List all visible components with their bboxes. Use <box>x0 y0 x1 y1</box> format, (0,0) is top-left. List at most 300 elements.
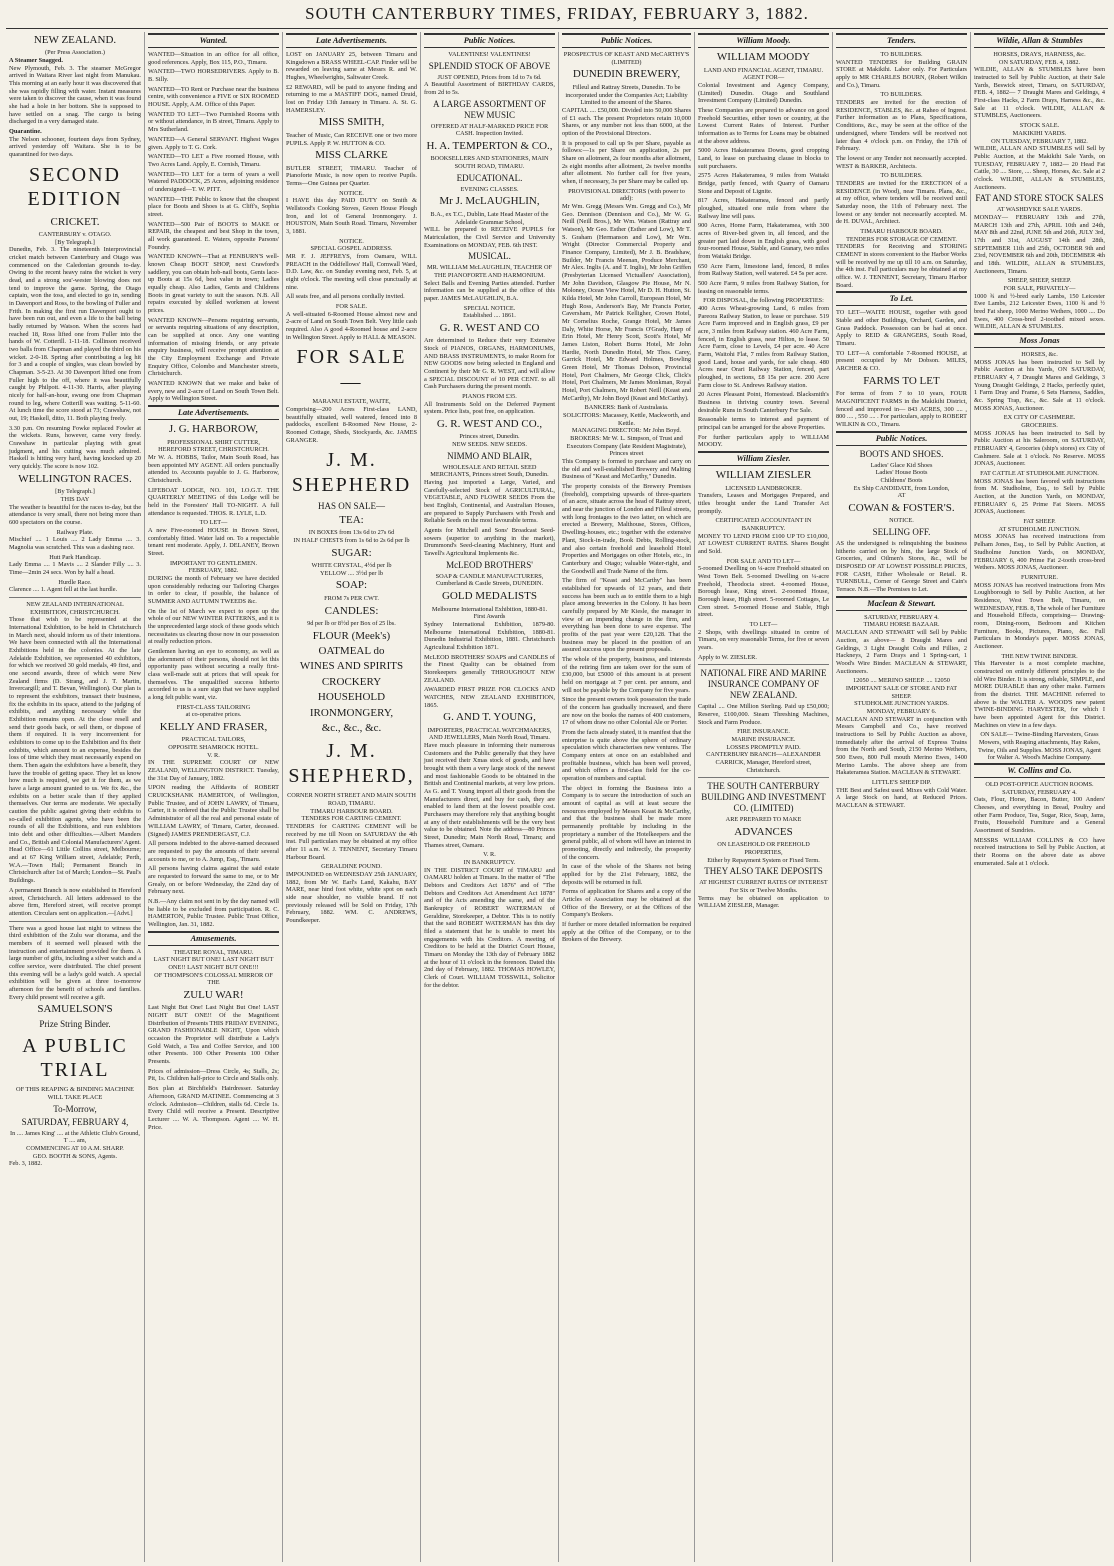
paragraph: For terms of from 7 to 10 years, FOUR MAGNIFICENT FARMS in the Makikihi District, fenced and improved in— 843 ACRES, 300 .... , 800 .... , 550 .... . For particulars, apply to ROBERT WILKIN & CO., Timaru. <box>836 390 967 428</box>
divider <box>9 921 141 922</box>
paragraph: Terms may be obtained on application to WILLIAM ZIESLER, Manager. <box>698 894 829 910</box>
paragraph: WANTED—TO LET a Five roomed House, with Two Acres Land. Apply, E. Cornish, Timaru. <box>148 153 279 168</box>
paragraph: Mischief .... 1 Louis .... 2 Lady Emma .... 3. Magnolia was scratched. This was a dashing race. <box>9 536 141 551</box>
paragraph: A new Five-roomed HOUSE in Brown Street, comfortably fitted. Water laid on. To a respectable tenant rent moderate. Apply, J. DELANEY, Brown Street. <box>148 526 279 557</box>
paragraph: Have much pleasure in informing their numerous Customers and the Public generally that they have just received their Xmas stock of goods, and have brought with them a very large stock of the newest and most fashionable Goods to be obtained in the British and Continental markets, at very low prices. As G. and T. Young import all their goods from the Manufacturers direct, and buy for cash, they are enabled to land them at the lowest possible cost. Purchasers may therefore rely that anything bought at any of their establishments will be the very best value to be obtained. Note the address—80 Princes Street, Dunedin; Main North Road, Timaru; and Thames street, Oamaru. <box>424 741 555 849</box>
paragraph: Mr W. A. HOBBS, Tailor, Main South Road, has been appointed MY AGENT. All orders punctually attended to. Accounts payable to J. G. Harborow, Christchurch. <box>148 453 279 484</box>
paragraph: 3.30 p.m. On resuming Fowke replaced Fowler at the wickets. Runs, however, came very freely. Crawshaw in particular playing with great judgment, and his cutting was much admired. Haskell is hitting very hard, having knocked up 20 very quickly. The score is now 102. <box>9 424 141 471</box>
paragraph: Forms of application for Shares and a copy of the Articles of Association may be obtained at the Office of the Brewery, or at the Offices of the Company's Brokers. <box>562 888 691 919</box>
paragraph: The lowest or any Tender not necessarily accepted. WEST & BARKER, Architects. <box>836 154 967 170</box>
paragraph: MONDAY— FEBRUARY 13th and 27th, MARCH 13th and 27th, APRIL 10th and 24th, MAY 8th and 22nd, JUNE 5th and 26th, JULY 3rd, 17th and 31st, AUGUST 14th and 28th, SEPTEMBER 11th and 25th, OCTOBER 9th and 23rd, NOVEMBER 6th and 20th, DECEMBER 4th and 18th. WILDIE, ALLAN & STUMBLES, Auctioneers, Timaru. <box>974 213 1105 275</box>
headline: IRONMONGERY, <box>309 706 394 719</box>
subheading: THE SOUTH CANTERBURY BUILDING AND INVESTMENT CO. (LIMITED) <box>701 781 826 814</box>
column-3 <box>282 32 420 1562</box>
divider <box>9 597 141 598</box>
centered-line: IMPORTANT TO GENTLEMEN. <box>169 559 258 567</box>
paragraph: WILL be prepared to RECEIVE PUPILS for Matriculation, the Civil Service and University Examinations on MONDAY, FEB. 6th INST. <box>424 226 555 249</box>
paragraph: WILDIE, ALLAN AND STUMBLES will Sell by Public Auction, at the Makikihi Sale Yards, on TUESDAY, FEBRUARY 7, 1882— 20 Head Fat Cattle, 30 .... Store, .... Sheep, Horses, &c. Sale at 2 o'clock. WILDIE, ALLAN & STUMBLES, Auctioneers. <box>974 145 1105 191</box>
headline: CROCKERY <box>321 675 382 688</box>
subheading: EDUCATIONAL. <box>456 172 523 183</box>
section-heading: Public Notices. <box>424 33 555 48</box>
paragraph: Transfers, Leases and Mortgages Prepared, and titles brought under the Land Transfer Act promptly. <box>698 492 829 515</box>
centered-line: PROVISIONAL DIRECTORS (with power to add): <box>568 187 685 203</box>
centered-line: [By Telegraph.] <box>55 488 95 496</box>
centered-line: ARE PREPARED TO MAKE <box>725 816 802 824</box>
centered-line: OLD POST-OFFICE AUCTION ROOMS. <box>985 781 1094 789</box>
centered-line: First Awards <box>473 613 506 621</box>
divider <box>698 777 829 778</box>
paragraph: IN THE DISTRICT COURT of TIMARU and OAMARU holden at Timaru. In the matter of "The Debtors and Creditors Act 1876" and of "The Debtors and Creditors Act Amendment Act 1878" and of the Acts amending the same, and of the Bankruptcy of ROBERT WATERMAN of Geraldine, Storekeeper, a Debtor. This is to notify that the said ROBERT WATERMAN has this day filed a statement that he is unable to meet his engagements with his Creditors. A meeting of Creditors to be held at the District Court House, Timaru on Monday the 13th day of February 1882 at the hour of 11 o'clock in the forenoon. Dated this 2nd day of February, 1882. THOMAS HOWLEY, Clerk of Court. WILLIAM TOSSWILL, Solicitor for the debtor. <box>424 866 555 989</box>
centered-line: ON TUESDAY, FEBRUARY 7, 1882. <box>991 137 1088 145</box>
centered-line: JUST OPENED, Prices from 1d to 7s 6d. <box>437 73 542 81</box>
centered-line: SPECIAL NOTICE. <box>463 304 516 312</box>
centered-line: PROSPECTUS OF KEAST AND McCARTHY'S (LIMITED) <box>563 51 690 66</box>
paragraph: WANTED—THE Public to know that the cheapest place for Boots and Shoes is at G. Cliff's, Sophia street. <box>148 195 279 218</box>
paragraph: LIFEBOAT LODGE, NO. 101, I.O.G.T. THE QUARTERLY MEETING of this Lodge will be held in the Foresters' Hall TO-NIGHT. A full attendance is requested. THOS. R. LYLE, L.D. <box>148 486 279 517</box>
centered-line: FAT SHEEP. <box>1023 518 1056 526</box>
paragraph: TENDERS for Receiving and STORING CEMENT in stores convenient to the Harbor Works will be received by me up till 10 a.m. on Saturday, the 4th inst. Full particulars may be obtained at my office. W. J. TENNENT, Secretary, Timaru Harbor Board. <box>836 243 967 289</box>
display-headline: A PUBLIC TRIAL <box>22 1034 128 1081</box>
news-heading: A Steamer Snagged. <box>9 57 63 65</box>
paragraph: Capital .... One Million Sterling. Paid up £50,000; Reserve, £100,000. Steam Threshing Machines, Stock and Farm Produce. <box>698 703 829 726</box>
paragraph: These Companies are prepared to advance on good Freehold Securities, either town or country, at the Lowest Current Rates of Interest. Further information as to Terms for Loans may be obtained at the above address. <box>698 106 829 145</box>
paragraph: LOST on JANUARY 25, between Timaru and Kingsdown a BRASS WHEEL-CAP. Finder will be rewarded on leaving same at Messrs R. and W. Hughes, Wheelwrights, Saltwater Creek. <box>286 51 417 82</box>
centered-line: NOTICE. <box>339 237 364 245</box>
subheading: SATURDAY, FEBRUARY 4, <box>21 1116 129 1127</box>
centered-line: FIRST-CLASS TAILORING <box>176 703 251 711</box>
paragraph: N.B.—Any claim not sent in by the day named will be liable to be excluded from participation. R. C. HAMERTON, Public Trustee. Public Trust Office, Wellington, Jan. 31, 1882. <box>148 897 279 928</box>
paragraph: On the 1st of March we expect to open up the whole of our NEW WINTER PATTERNS, and it is the unprecedented large stock of these goods which necessitates us clearing those now in our possession at really reduction prices. <box>148 607 279 646</box>
paragraph: WANTED—Situation in an office for all office, good references. Apply, Box 115, P.O., Timaru. <box>148 51 279 66</box>
paragraph: AS the undersigned is relinquishing the business hitherto carried on by him, the large Stock of Groceries, and Oilmen's Stores, &c., will be DISPOSED OF AT LOWEST POSSIBLE PRICES, FOR CASH, Either Wholesale or Retail. R. TURNBULL, Corner of George Street and Cain's Terrace. N.B.—The Premises to Let. <box>836 540 967 594</box>
headline: SOAP: <box>335 579 368 592</box>
centered-line: TO LET— <box>749 621 778 629</box>
paragraph: TO LET—A comfortable 7-Roomed HOUSE, at present occupied by Mr Dobson. MILES, ARCHER & CO. <box>836 349 967 373</box>
paragraph: All seats free, and all persons cordially invited. <box>286 293 405 301</box>
centered-line: MR. WILLIAM McLAUGHLIN, TEACHER OF THE PIANOFORTE AND HARMONIUM. <box>427 264 552 279</box>
headline: NEW ZEALAND. <box>33 34 117 46</box>
centered-line: 9d per lb or 8½d per Box of 25 lbs. <box>307 619 396 627</box>
paragraph: WANTED KNOWN—That at FENBURN'S well-known Cheap BOOT SHOP, next Crawford's saddlery, you can obtain hob-nail boots, Gents lace-up Boots at 15s 6d, best value in town; Ladies equally cheap. Also Ladies, Gents and Childrens Boots in great variety to suit the season. N.B. All repairs executed by skilled workmen at lowest prices. <box>148 253 279 314</box>
centered-line: Railway Plate. <box>56 528 94 536</box>
paragraph: MOSS JONAS has received instructions from Mrs Loughborough to Sell by Public Auction, at her Residence, West Town Belt, Timaru, on WEDNESDAY, FEB. 8, The whole of her Furniture and Household Effects, comprising— Drawing-room, Dining-room, Bedroom and Kitchen Furniture, Books, Pictures, Piano, &c. Full Particulars in Monday's paper. MOSS JONAS, Auctioneer. <box>974 581 1105 650</box>
paragraph: 2 Shops, with dwellings situated in centre of Timaru, on very reasonable Terms, for five or seven years. <box>698 628 829 652</box>
centered-line: FURNITURE. <box>1021 573 1058 581</box>
centered-line: For Six or Twelve Months. <box>729 886 798 894</box>
column-8 <box>970 32 1108 1562</box>
centered-line: LOSSES PROMPTLY PAID. <box>726 743 801 751</box>
centered-line: GEO. BOOTH & SONS, Agents. <box>32 1152 118 1160</box>
subheading: THEY ALSO TAKE DEPOSITS <box>704 866 823 877</box>
paragraph: TENDERS are invited for the erection of RESIDENCE, STABLES, &c. at Raheo of Ingrest. Further information as to Plans, Specifications, Conditions, &c., may be seen at the office of the undersigned, where Tenders will be received not later than 4 o'clock p.m. on Friday, the 17th of February. <box>836 99 967 153</box>
paragraph: 5-roomed Dwelling on ¼-acre Freehold situated on West Town Belt. 5-roomed Dwelling on ¼-acre Freehold, Theodocia street. 4-roomed House, Borough lease, King street. 2-roomed House, Borough lease, High street. 5-roomed Cottages, Le Cren street. 5-roomed House and Stable, High street. <box>698 565 829 619</box>
centered-line: [By Telegraph.] <box>55 238 95 246</box>
paragraph: Select Balls and Evening Parties attended. Further information can be supplied at the office of this paper. JAMES McLAUGHLIN, B.A. <box>424 279 555 302</box>
paragraph: In case of the whole of the Shares not being applied for by the 21st February, 1882, the deposits will be returned in full. <box>562 863 691 886</box>
centered-line: CANTERBURY v. OTAGO. <box>38 231 112 238</box>
centered-line: THIS DAY <box>60 495 90 503</box>
centered-line: SPECIAL GOSPEL ADDRESS. <box>310 245 393 253</box>
masthead-rule <box>6 28 1108 29</box>
paragraph: For further particulars apply to WILLIAM MOODY. <box>698 433 829 449</box>
centered-line: Hurdle Race. <box>58 578 92 586</box>
paragraph: Apply to W. ZIESLER. <box>698 653 757 661</box>
paragraph: MOSS JONAS has been instructed to Sell by Public Auction at his Saleroom, on SATURDAY, FEBRUARY 4, Groceries (ship's stores) ex City of Cashmere. Sale at 1 o'clock. No Reserve. MOSS JONAS, Auctioneer. <box>974 429 1105 468</box>
centered-line: TENDERS FOR CARTING CEMENT. <box>301 815 402 823</box>
subheading: McLEOD BROTHERS' <box>446 559 533 570</box>
centered-line: HEREFORD STREET, CHRISTCHURCH. <box>158 446 269 454</box>
centered-line: HORSES, &c. <box>1021 351 1058 359</box>
paragraph: I HAVE this day PAID DUTY on Smith & Wellstood's Cooking Stoves, Green House Plough Iron, and lot of General Ironmongery. J. HOUSTON, Main South Road. Timaru, November 3, 1881. <box>286 197 417 236</box>
centered-line: ON SATURDAY, FEB. 4, 1882. <box>998 58 1081 66</box>
paragraph: 2575 Acres Hakateramea, 9 miles from Waitaki Bridge, partly fenced, with Quarry of Oamaru Stone and Deposit of Lignite. <box>698 172 829 195</box>
centered-line: NEW ZEALAND INTERNATIONAL EXHIBITION, CHRISTCHURCH. <box>26 600 124 616</box>
display-headline: SECOND EDITION <box>27 163 123 211</box>
centered-line: AGENT FOR— <box>742 74 785 82</box>
headline: ZULU WAR! <box>183 989 244 1002</box>
subheading: To-Morrow, <box>53 1103 97 1114</box>
centered-line: at co-operative prices. <box>185 711 242 719</box>
paragraph: The firm of "Keast and McCarthy" has been established for upwards of 12 years, and their success has been such as to entitle them to a high place among breweries in the Colony. It has been carefully prepared by Mr Kiesle, the manager in view of an impending change in the firm, and everything has been done to save expense. The profits of the past year were £20,128. That the business may be placed in the position of an assured success upon the present proposals. <box>562 577 691 654</box>
centered-line: MONDAY, FEBRUARY 6. <box>866 707 937 715</box>
centered-line: FIRE INSURANCE. <box>737 728 790 736</box>
paragraph: All Instruments Sold on the Deferred Payment system. Price lists, post free, on application. <box>424 400 555 416</box>
paragraph: WANTED TENDERS for Building GRAIN STORE at Makikihi. Labor only. For Particulars apply to MR CHARLES BOURN, (Robert Wilkin and Co.), Timaru. <box>836 58 967 89</box>
headline: G. R. WEST AND CO., <box>436 418 543 430</box>
headline: Mr J. McLAUGHLIN, <box>439 195 540 208</box>
paragraph: WANTED—500 Pair of BOOTS to MAKE or REPAIR, the cheapest and best Shop in the town, all work guaranteed. E. Waters, opposite Parsons' Foundry. <box>148 220 279 251</box>
headline: OATMEAL do <box>318 645 385 658</box>
centered-line: FOR SALE, PRIVATELY— <box>1003 284 1076 292</box>
paragraph: IN THE SUPREME COURT OF NEW ZEALAND, WELLINGTON DISTRICT. Tuesday, the 31st Day of January, 1882. <box>148 759 279 782</box>
paragraph: This Harvester is a most complete machine, constructed on entirely different principles to the old Wire Binder. It is strong, reliable, SIMPLE, and MORE DURABLE than any other make. Farmers from the district. THE MACHINE referred to above is the WALTER A. WOOD'S new patent TWINE-BINDING HARVESTER, for which I have been appointed Agent for this District. Machines on view in a few days. <box>974 660 1105 729</box>
paragraph: New Plymouth, Feb. 3. The steamer McGregor arrived in Waitara River last night from Manukau. This morning at an early hour it was discovered that she was rapidly filling with water. Instant measures were taken to discover the cause, when it was found she had a hole in her bottom. She is supposed to have settled on a snag. The cargo is being discharged in a very damaged state. <box>9 64 141 126</box>
centered-line: VALENTINES! VALENTINES! <box>448 51 531 59</box>
subheading: SPLENDID STOCK OF ABOVE <box>428 60 551 71</box>
centered-line: Either by Repayment System or Fixed Term. <box>707 856 820 864</box>
centered-line: ON LEASEHOLD OR FREEHOLD PROPERTIES, <box>717 841 810 856</box>
headline: KELLY AND FRASER, <box>159 721 268 734</box>
display-headline: J. M. SHEPHERD, <box>288 740 415 787</box>
paragraph: TENDERS are invited for the ERECTION of a RESIDENCE (in Wood), near Timaru. Plans, &c., at my office, where tenders will be received until Saturday noon, the 11th of February next. The lowest or any tender not necessarily accepted. M. de H. DUVAL, Architect. <box>836 179 967 226</box>
section-heading: Amusements. <box>148 931 279 946</box>
headline: DUNEDIN BREWERY, <box>572 68 681 81</box>
paragraph: TO LET—WAITE HOUSE, together with good Stable and other Buildings, Orchard, Garden, and Grass Paddock. Possession can be had at once. Apply to REID & GRANGERS, South Road, Timaru. <box>836 309 967 348</box>
centered-line: Filleul and Rattray Streets, Dunedin. To be incorporated under the Companies Act; Liability Limited to the amount of the Shares. <box>565 83 688 107</box>
paragraph: McLEOD BROTHERS' SOAPS and CANDLES of the Finest Quality can be obtained from Storekeepers generally THROUGHOUT NEW ZEALAND. <box>424 653 555 684</box>
centered-line: IN BOXES from 13s 6d to 27s 6d <box>308 529 395 537</box>
centered-line: PIANOS FROM £35. <box>462 392 517 400</box>
centered-line: CORNER NORTH STREET AND MAIN SOUTH ROAD, TIMARU. <box>287 792 416 807</box>
centered-line: FAT CATTLE AT STUDHOLME JUNCTION. <box>980 470 1099 478</box>
column-5 <box>558 32 694 1562</box>
centered-line: FOR DISPOSAL, the following PROPERTIES: <box>703 297 824 305</box>
centered-line: TO BUILDERS. <box>880 91 923 99</box>
paragraph: 817 Acres, Hakateramea, fenced and partly ploughed, situated one mile from where the Railway line will pass. <box>698 197 829 220</box>
centered-line: PROFESSIONAL SHIRT CUTTER, <box>167 438 260 446</box>
centered-line: ON SALE— Twine-Binding Harvesters, Grass Mowers, with Reaping attachments, Hay Rakes, Twine, Oils and Supplies. MOSS JONAS, Agent for Walter A. Wood's Machine Company. <box>978 731 1101 762</box>
subheading: BOOTS AND SHOES. <box>859 448 944 459</box>
column-7 <box>832 32 970 1562</box>
centered-line: IN HALF CHESTS from 1s 6d to 2s 6d per lb <box>293 537 410 545</box>
centered-line: NEW SEEDS. NEW SEEDS. <box>452 441 527 449</box>
centered-line: EX CITY OF CASHMERE. <box>1003 414 1076 422</box>
centered-line: SOLICITORS: Macassey, Kettle, Mackworth, and Kettle. <box>563 412 690 427</box>
centered-line: EVENING CLASSES. <box>460 185 519 193</box>
headline: H. A. TEMPERTON & CO., <box>426 140 553 153</box>
masthead: SOUTH CANTERBURY TIMES, FRIDAY, FEBRUARY 3, 1882. <box>305 4 809 23</box>
centered-line: WHITE CRYSTAL, 4½d per lb <box>311 562 392 570</box>
paragraph: Comprising—200 Acres First-class LAND, beautifully situated, well watered, fenced into 8 paddocks, excellent 8-Roomed New House, 2-Roomed Cottage, Sheds, Stockyards, &c. JAMES GRANGER. <box>286 405 417 444</box>
paragraph: Are determined to Reduce their very Extensive Stock of PIANOS, ORGANS, HARMONIUMS, AND BRASS INSTRUMENTS, to make Room for NEW GOODS now being selected in England and Continent by their Mr G. R. WEST, and will allow a SPECIAL DISCOUNT of 10 PER CENT. to all Cash Purchasers during the present month. <box>424 337 555 391</box>
section-heading: William Moody. <box>698 33 829 48</box>
centered-line: IN BANKRUPTCY. <box>463 859 516 867</box>
headline: WILLIAM ZIESLER <box>715 469 812 482</box>
centered-line: OF THOMPSON'S COLOSSAL MIRROR OF THE <box>154 971 273 987</box>
centered-line: Melbourne International Exhibition, 1880-81. <box>431 605 548 613</box>
centered-line: FOR SALE. <box>335 303 368 311</box>
headline: SUGAR: <box>331 546 372 559</box>
section-heading: Wanted. <box>148 33 279 48</box>
centered-line: AT STUDHOLME JUNCTION. <box>998 525 1081 533</box>
headline: G. R. WEST AND CO <box>439 321 540 334</box>
headline: FARMS TO LET <box>863 374 940 387</box>
centered-line: MARANUI ESTATE, WAITE, <box>312 398 391 406</box>
paragraph: A permanent Branch is now established in Hereford street, Christchurch. All letters addressed to the above firm, Hereford street, will receive prompt attention. Circulars sent on application.—[Advt.] <box>9 886 141 917</box>
centered-line: IMPORTANT SALE OF STORE AND FAT SHEEP. <box>845 684 958 700</box>
centered-line: YELLOW .... 3½d per lb <box>319 569 383 577</box>
paragraph: Gentlemen having an eye to economy, as well as the adornment of their persons, should not let this opportunity pass without securing a really first-class well-made suit at prices that will speak for themselves. The unqualified success hitherto accorded to us is a sure sign that we have supplied a long felt public want, viz. <box>148 647 279 702</box>
section-heading: Late Advertisements. <box>286 33 417 48</box>
paragraph: Feb. 3, 1882. <box>9 1160 43 1168</box>
paragraph: Prices of admission—Dress Circle, 4s; Stalls, 2s; Pit, 1s. Children half-price to Circle and Stalls only. <box>148 1067 279 1083</box>
paragraph: IMPOUNDED on WEDNESDAY 25th JANUARY, 1882, from Mr W. Earl's Land, Kakahu, BAY MARE, near hind foot white, white spot on each side near shoulder, no visible brand. If not previously released will be Sold on Friday, 17th February, 1882. WM. C. ANDREWS, Poundkeeper. <box>286 870 417 925</box>
centered-line: FOR SALE AND TO LET— <box>726 557 801 565</box>
paragraph: WANTED—TO Rent or Purchase near the business centre, with convenience a FIVE or SIX ROOMED HOUSE. Apply, A.M. Office of this Paper. <box>148 85 279 109</box>
centered-line: WHOLESALE AND RETAIL SEED MERCHANTS, Princes street South, Dunedin. <box>430 463 549 479</box>
paragraph: Box plan at Birchfield's Hairdresser. Saturday Afternoon, GRAND MATINEE. Commencing at 3 o'clock. Admission—Children, stalls 6d. Circle 1s. Every Child will receive a Present. Descriptive Lecturer .... W. A. Thompson. Agent .... W. H. Price. <box>148 1085 279 1131</box>
centered-line: 12050 .... MERINO SHEEP. .... 12050 <box>853 677 950 685</box>
paragraph: 900 Acres, Home Farm, Hakateramea, with 300 acres of River-bed given in, all fenced, and the greater part laid down in English grass, with good four-roomed House, Stable, and Granary, two miles from Waitaki Bridge. <box>698 222 829 260</box>
centered-line: OF THIS REAPING & BINDING MACHINE WILL TAKE PLACE <box>16 1086 134 1102</box>
paragraph: The property consists of the Brewery Premises (freehold), comprising upwards of three-quarters of an acre, situate across the head of Rattray street, and near the junction of London and Filleul streets, with long frontages to the two latter, on which are erected a Brewery, Malthouse, Stores, Offices, Dwelling-houses, etc.; together with the extensive Plant, Stock-in-trade, Book Debts, Rolling-stock, and also certain freehold and leasehold Hotel Properties and Mortgages on other Hotels, etc., in Canterbury and Otago; valuable Water-right, and the Goodwill and Trade Name of the firm. <box>562 483 691 575</box>
subheading: NIMMO AND BLAIR, <box>447 450 532 461</box>
centered-line: (Per Press Association.) <box>45 49 105 57</box>
headline: WINES AND SPIRITS <box>299 660 404 673</box>
centered-line: OFFERED AT HALF-MARKED PRICE FOR CASH. Inspection Invited. <box>430 122 549 138</box>
column-2 <box>144 32 282 1562</box>
section-heading: William Ziesler. <box>698 451 829 466</box>
headline: HOUSEHOLD <box>317 691 386 704</box>
subheading: SELLING OFF. <box>872 527 931 538</box>
headline: CANDLES: <box>324 604 379 617</box>
headline: GOLD MEDALISTS <box>441 590 538 603</box>
centered-line: SOAP & CANDLE MANUFACTURERS, Cumberland & Castle Streets, DUNEDIN. <box>435 572 544 588</box>
centered-line: Ladies' House Boots <box>875 469 928 477</box>
paragraph: WANTED KNOWN that we make and bake of every, new and 2-acre of Land on South Town Belt. Apply to Wellington Street. <box>148 379 279 403</box>
centered-line: BOOKSELLERS AND STATIONERS, MAIN SOUTH ROAD, TIMARU. <box>430 155 549 171</box>
news-heading: Quarantine. <box>9 128 42 136</box>
display-headline: J. M. SHEPHERD <box>291 449 412 496</box>
paragraph: Oats, Flour, Horse, Bacon, Butter, 100 Anders' Cheeses, and everything in Bread, Poultry and other Farm Produce, Tea, Sugar, Rice, Soap, Jams, Fruits, Household Furniture and a General Assortment of Sundries. <box>974 796 1105 835</box>
centered-line: SATURDAY, FEBRUARY 4. <box>1002 788 1077 796</box>
centered-line: TO BUILDERS. <box>880 51 923 59</box>
headline: WILLIAM MOODY <box>716 51 811 64</box>
centered-line: LICENSED LANDBROKER. <box>725 484 802 492</box>
paragraph: The weather is beautiful for the races to-day, but the attendance is very small, there not being more than 600 spectators on the course. <box>9 503 141 526</box>
centered-line: Princes street, Dunedin. <box>459 433 520 441</box>
paragraph: AWARDED FIRST PRIZE FOR CLOCKS AND WATCHES, NEW ZEALAND EXHIBITION, 1865. <box>424 686 555 709</box>
centered-line: Ladies' Glace Kid Shoes <box>870 461 933 469</box>
headline: CRICKET. <box>50 215 100 228</box>
headline: MISS SMITH, <box>318 116 385 129</box>
centered-line: AT HIGHEST CURRENT RATES OF INTEREST <box>699 879 828 887</box>
headline: WELLINGTON RACES. <box>18 472 132 485</box>
headline: TEA: <box>339 513 364 526</box>
paragraph: The object in forming the Business into a Company is to secure the introduction of such an amount of capital as will at least secure the resources employed by Messrs Keast & McCarthy, and that the business shall be made more permanently profitable by including in the proprietary a number of the Hotelkeepers and the general public, all of whom will have an interest in promoting, directly and indirectly, the prosperity of the concern. <box>562 784 691 861</box>
paragraph: Since the present owners took possession the trade of the concern has gradually increased, and there are now on the books the names of 400 customers, 17 of whom draw no other Colonial Ale or Porter. <box>562 696 691 727</box>
paragraph: DURING the month of February we have decided upon considerably reducing our Tailoring Charges in order to clear, if possible, the balance of SUMMER AND AUTUMN TWEEDS &c. <box>148 574 279 605</box>
centered-line: B.A., ex T.C., Dublin, Late Head Master of the Adelaide Grammar School, <box>430 210 549 226</box>
paragraph: MACLEAN AND STEWART will Sell by Public Auction, as above— 8 Draught Mares and Geldings, 3 Light Draught Colts and Fillies, 2 Hackneys, 2 Farm Drays and 1 Spring-cart, 1 Wood's Wire Binder. MACLEAN & STEWART, Auctioneers. <box>836 629 967 675</box>
paragraph: If further or more detailed information be required apply at the Office of the Company, or to the Brokers of the Brewery. <box>562 921 691 944</box>
paragraph: WANTED—A General SERVANT. Highest Wages given. Apply to T. G. Cork. <box>148 135 279 151</box>
paragraph: 500 Acre Farm, 9 miles from Railway Station, for leasing on reasonable terms. <box>698 279 829 295</box>
centered-line: Ex Ship CANDIDATE, from London, <box>853 484 950 492</box>
headline: &c., &c., &c. <box>321 722 382 735</box>
subheading: A LARGE ASSORTMENT OF NEW MUSIC <box>432 98 547 120</box>
centered-line: HORSES, DRAYS, HARNESS, &c. <box>993 51 1086 59</box>
paragraph: Last Night But One! Last Night But One! LAST NIGHT BUT ONE!! Of the Magnificent Distribution of Presents THIS FRIDAY EVENING, GRAND FASHIONABLE NIGHT, Upon which occasion the Proprietor will distribute a Lady's Gold Watch, a Tea and Coffee Service, and 100 other Presents. 100 Other Presents 100 Other Presents. <box>148 1004 279 1066</box>
centered-line: LITTLE'S SHEEP DIP. <box>871 778 932 786</box>
paragraph: The Nelson schooner, fourteen days from Sydney, arrived yesterday off Waitara. She is to be quarantined for two days. <box>9 135 141 159</box>
subheading: MUSICAL. <box>468 251 511 262</box>
paragraph: Sydney International Exhibition, 1879-80. Melbourne International Exhibition, 1880-81. Dunedin Industrial Exhibition, 1881. Christchurch Agricultural Exhibition 1871. <box>424 620 555 651</box>
paragraph: WANTED KNOWN—Persons requiring servants, or servants requiring situations of any description, can be supplied at once. Any one wanting information of missing friends, or any private enquiry business, will receive prompt attention at the City Employment Exchange and Private Enquiry Office, Colombo and Manchester streets, Christchurch. <box>148 316 279 378</box>
centered-line: NOTICE. <box>339 189 364 197</box>
paragraph: MESSRS WILLIAM COLLINS & CO have received instructions to Sell by Public Auction, at their Rooms on the above date as above enumerated. Sale at 1 o'clock. <box>974 836 1105 867</box>
subheading: FAT AND STORE STOCK SALES <box>975 193 1104 204</box>
headline: COWAN & FOSTER'S. <box>848 501 955 514</box>
centered-line: PRACTICAL TAILORS, <box>181 736 246 744</box>
centered-line: Established .... 1861. <box>463 312 516 320</box>
paragraph: CAPITAL .... £50,000. Divided into 50,000 Shares of £1 each. The present Proprietors retain 10,000 Shares, or any number not less than 6000, at the option of the Provisional Directors. <box>562 106 691 137</box>
centered-line: TENDERS FOR STORAGE OF CEMENT. <box>846 235 957 243</box>
paragraph: MONEY TO LEND FROM £100 UP TO £10,000, AT LOWEST CURRENT RATES. Shares Bought and Sold. <box>698 532 829 555</box>
centered-line: CERTIFICATED ACCOUNTANT IN BANKRUPTCY. <box>715 517 812 532</box>
centered-line: AT WASHDYKE SALE YARDS. <box>996 206 1083 214</box>
centered-line: IMPORTERS, PRACTICAL WATCHMAKERS, AND JEWELLERS, Main North Road, Timaru. <box>427 726 552 742</box>
centered-line: FEBRUARY, 1882. <box>188 567 239 575</box>
centered-line: TO BUILDERS. <box>880 172 923 180</box>
centered-line: THE NEW TWINE BINDER. <box>1001 652 1078 660</box>
headline: G. AND T. YOUNG, <box>443 711 536 724</box>
paragraph: UPON reading the Affidavits of ROBERT CRUICKSHANK HAMERTON, of Wellington, Public Trustee, and of JOHN LAWRY, of Timaru, Carter, it is ordered that the Public Trustee shall be Administrator of all the real and personal estate of WILLIAM LAWRY, of Timaru, Carter, deceased. (Signed) JAMES PRENDERGAST, C.J. <box>148 784 279 838</box>
display-headline: FOR SALE— <box>296 346 407 393</box>
paragraph: WANTED—TWO HORSEDRIVERS. Apply to B. B. Silly. <box>148 68 279 84</box>
centered-line: BANKERS: Bank of Australasia. <box>584 404 669 412</box>
divider <box>698 664 829 665</box>
headline: MISS CLARKE <box>315 149 388 162</box>
centered-line: TIMARU HORSE BAZAAR. <box>863 621 940 629</box>
paragraph: Those that wish to be represented at the International Exhibition, to be held in Christchurch in March next, should inform us of their intentions. We have been connected with all the International Exhibitions held in the colonies. At the late Adelaide Exhibition, we represented 40 exhibitors, for which we received 30 gold medals, 49 first, and one second awards, three of which were New Zealand firms (D. Strang, and J. T. Martin, Invercargill; and T. Bevan, Wellington). Our plan is to represent the exhibitors, transact their business, fix the exhibits in its space, attend to the judging of exhibits, and anything necessary while the Exhibition remains open. At the close resell and send their goods back, or sell them, or dispose of them if required. It is very inconvenient for exhibitors to come up to the Exhibition and fix their exhibits, which amount to an expense, besides the loss of time which they must necessarily expend on them. Then again the exhibitors have a benefit, they have the trouble of getting space. They let us know how much is required, we get it for them, as we have a large amount granted to us. We fix &c., the exhibits on a better scale than if they applied themselves. Our terms are moderate. We specially caution the public against giving their exhibits to so-called exhibition agents, who have been the rounds of all the Exhibitions, and run exhibitors into debt and other difficulties.—Albert Manders and Co., British and Colonial Manufacturers' Agent. Head Office—61 Little Collins street, Melbourne; and at 67 King William street, Adelaide; Perth, W.A.—Town Hall; Permanent Branch in Christchurch after 1st of March; London—St. Paul's Buildings. <box>9 616 141 885</box>
paragraph: MOSS JONAS has received instructions from Pelham Jones, Esq., to Sell by Public Auction, at Studholme Junction Yards, on MONDAY, FEBRUARY 6, 400 Prime Fat 2-tooth cross-bred Wethers. MOSS JONAS, Auctioneer. <box>974 533 1105 572</box>
subheading: HAS ON SALE— <box>317 501 385 512</box>
centered-line: MAKIKIHI YARDS. <box>1012 129 1067 137</box>
section-heading: Tenders. <box>836 33 967 48</box>
paragraph: Agents for Mitchell and Sons' Broadcast Seed-sowers (superior to anything in the market), Drummond's Seed-cleaning Machinery, Hunt and Tawell's Agricultural Implements &c. <box>424 527 555 558</box>
centered-line: STOCK SALE. <box>1019 122 1060 130</box>
paragraph: TENDERS for CARTING CEMENT will be received by me till Noon on SATURDAY the 4th inst. Full particulars may be obtained at my office after 11 a.m. W. J. TENNENT, Secretary Timaru Harbour Board. <box>286 822 417 861</box>
centered-line: LAST NIGHT BUT ONE! LAST NIGHT BUT ONE!! LAST NIGHT BUT ONE!!! <box>153 956 274 972</box>
paragraph: Reasonable terms to interest and payment of principal can be arranged for the above Properties. <box>698 416 829 432</box>
paragraph: BUTLER STREET, TIMARU. Teacher of Pianoforte Music, is now open to receive Pupils. Terms—One Guinea per Quarter. <box>286 164 417 187</box>
paragraph: 1000 ¾ and ½-bred early Lambs, 150 Leicester Ewe Lambs, 212 Leicester Ewes, 1100 ¾ and ½ bred Fat sheep, 1000 Merino Wethers, 1000 .... Do Ewes, 400 Cross-bred 2-toothed mixed sexes. WILDIE, ALLAN & STUMBLES. <box>974 292 1105 331</box>
paragraph: Dunedin, Feb. 3. The nineteenth Interprovincial cricket match between Canterbury and Otago was commenced on the Caledonian grounds to-day. Owing to the recent heavy rains the wicket is very dead, and a strong sou'-wester blowing does not tend to improve the game. Spring, the Otago captain, won the toss, and elected to go in, sending in Davenport and Ross, to the bowling of Fuller and Frith. In making the first run Davenport ought to have been run out, and even a life to the ball being badly returned by Watson. When the scores had reached 18, Ross lifted one from Fuller into the hands of W. Cotterill. 1-11-18. Collinson received two balls from Chapman and played the third on his wicket. 2-0-18. Spring after contributing a leg hit for 3 and a couple of singles, was clean bowled by Chapman. 3-5-23. At 30 Davenport lifted one from Fuller high to the off, where it was beautifully caught by Philpott. 4-11-30. Harris, after playing nicely for half-an-hour, swung one from Chapman round to leg, where Cotterill was waiting. 5-11-60. At lunch time the score stood at 73; Crawshaw, not out, 19; Haskell, ditto, 11. Both playing freely. <box>9 246 141 423</box>
paragraph: MOSS JONAS has been favored with instructions from M. Studholme, Esq., to Sell by Public Auction, at the Junction Yards, on MONDAY, FEBRUARY 6, 25 Prime Fat Steers. MOSS JONAS, Auctioneer. <box>974 477 1105 516</box>
paragraph: £2 REWARD, will be paid to anyone finding and returning to me a MASTIFF DOG, named Druid, lost on Friday 13th January in Timaru. A. St. G. HAMERSLEY. <box>286 83 417 114</box>
centered-line: NOTICE. <box>889 517 914 525</box>
section-heading: Wildie, Allan & Stumbles <box>974 33 1105 48</box>
subheading: Prize String Binder. <box>39 1018 111 1029</box>
centered-line: GROCERIES. <box>1021 422 1058 430</box>
paragraph: 400 Acres Wheat-growing Land, 6 miles from Pareora Railway Station, to lease or purchase. 519 Acre Farm improved and in English grass, £9 per acre, 3 miles from Railway station. 460 Acre Farm, fenced, in English grass, near Hilton, to lease. 50 Acre Farm, close to Levels, £4 per acre. 40 Acre Farm, Waitohi Flat, 7 miles from Railway Station, good Land, house and yards, for sale cheap. 480 Acres near Orari Railway Station, fenced, part ploughed, in sections, £8 15s per acre. 200 Acre Farm close to St. Andrews Railway station. <box>698 305 829 389</box>
paragraph: Colonial Investment and Agency Company, (Limited) Dunedin. Otago and Southland Investment Company (Limited) Dunedin. <box>698 81 829 105</box>
section-heading: Late Advertisements. <box>148 405 279 420</box>
centered-line: STUDHOLME JUNCTION YARDS. <box>854 700 949 708</box>
section-heading: Moss Jonas <box>974 333 1105 348</box>
column-4 <box>420 32 558 1562</box>
paragraph: 650 Acre Farm, limestone land, fenced, 8 miles from Railway Station, well watered. £4 5s per acre. <box>698 262 829 278</box>
centered-line: Hutt Park Handicap. <box>49 553 101 561</box>
section-heading: Public Notices. <box>836 431 967 446</box>
paragraph: All persons indebted to the above-named deceased are requested to pay the amounts of their several accounts to me, or to A. Jump, Esq., Timaru. <box>148 840 279 863</box>
paragraph: A Beautiful Assortment of BIRTHDAY CARDS, from 2d to 5s. <box>424 81 555 97</box>
centered-line: BROKERS: Mr W. L. Simpson, of Trust and Executors Company (late Resident Magistrate), Princes street <box>566 435 687 458</box>
centered-line: LAND AND FINANCIAL AGENT, TIMARU. <box>703 66 824 74</box>
column-1 <box>6 32 144 1562</box>
paragraph: THE Best and Safest used. Mixes with Cold Water. A large Stock on hand, at Reduced Prices. MACLEAN & STEWART. <box>836 786 967 809</box>
paragraph: Teacher of Music, Can RECEIVE one or two more PUPILS. Apply P. W. HUTTON & CO. <box>286 131 417 147</box>
centered-line: FROM 7s PER CWT. <box>324 594 379 602</box>
paragraph: It is proposed to call up 9s per Share, payable as follows:—1s per Share on application, 2s per Share on allotment, 2s four months after allotment, 2s eight months after allotment, 2s twelve months after allotment. No further call for five years, when, if necessary, 3s per Share may be called up. <box>562 139 691 185</box>
headline: SAMUELSON'S <box>37 1003 113 1016</box>
centered-line: Childrens' Boots <box>880 476 923 484</box>
paragraph: MACLEAN AND STEWART in conjunction with Messrs Campbell and Co., have received instructions to Sell by Public Auction as above, immediately after the arrival of Express Trains from the North and South, 2150 Merino Wethers, 500 Ewes, 800 Full mouth Merino Ewes, 1400 Merino Lambs. The above sheep are from Hakateramea Station. MACLEAN & STEWART. <box>836 715 967 777</box>
centered-line: V. R. <box>207 751 220 759</box>
paragraph: WANTED—TO LET for a term of years a well Watered PADDOCK, 25 Acres, adjoining residence of undersigned—T. W. PITT. <box>148 170 279 193</box>
centered-line: V. R. <box>483 851 496 859</box>
paragraph: MOSS JONAS has been instructed to Sell by Public Auction at his Yards, ON SATURDAY, FEBRUARY 4, 7 Draught Mares and Geldings, 3 Young Draught Geldings, 2 Hacks, perfectly quiet, 1 Farm Dray and Frame, 6 Sets Harness, Saddles, &c. Spring Trap, &c., &c. Sale at 11 o'clock. MOSS JONAS, Auctioneer. <box>974 358 1105 412</box>
centered-line: TO LET— <box>199 519 228 527</box>
paragraph: A well-situated 6-Roomed House almost new and 2-acre of Land on South Town Belt. Very little cash required. Also A good 4-Roomed house and 2-acre in Wellington Street. Apply to HALL & MEASON. <box>286 310 417 341</box>
paragraph: MR F. J. JEFFREYS, from Oamaru, WILL PREACH in the Oddfellows' Hall, Cornwall Ward, D.D. Law, &c. on Sunday evening next, Feb. 5, at eight o'clock. The meeting will close punctually at nine. <box>286 253 417 291</box>
paragraph: 20 Acres Pleasant Point, Homestead. Blacksmith's Business in thriving country town. Several desirable Runs in South Canterbury For Sale. <box>698 391 829 414</box>
centered-line: TIMARU HARBOUR BOARD. <box>860 227 943 235</box>
centered-line: MANAGING DIRECTOR: Mr John Boyd. <box>571 427 682 435</box>
section-heading: Maclean & Stewart. <box>836 596 967 611</box>
centered-line: In .... James King' .... at the Athletic Club's Ground, T .... am, <box>10 1129 140 1145</box>
section-heading: W. Collins and Co. <box>974 763 1105 778</box>
paragraph: This Company is formed to purchase and carry on the old and well-established Brewery and Malting Business of "Keast and McCarthy," Dunedin. <box>562 458 691 481</box>
centered-line: GERALDINE POUND. <box>321 863 382 871</box>
centered-line: SATURDAY, FEBRUARY 4. <box>864 613 939 621</box>
paragraph: All persons having claims against the said estate are requested to forward the same to me, or to Mr Grealy, on or before Wednesday, the 22nd day of February next. <box>148 865 279 896</box>
centered-line: SHEEP, SHEEP, SHEEP. <box>1007 277 1072 285</box>
centered-line: TIMARU HARBOUR BOARD. <box>310 807 393 815</box>
centered-line: MARINE INSURANCE. <box>731 735 796 743</box>
centered-line: CANTERBURY BRANCH—ALEXANDER CARRICK, Manager, Hereford street, Christchurch. <box>706 751 821 774</box>
